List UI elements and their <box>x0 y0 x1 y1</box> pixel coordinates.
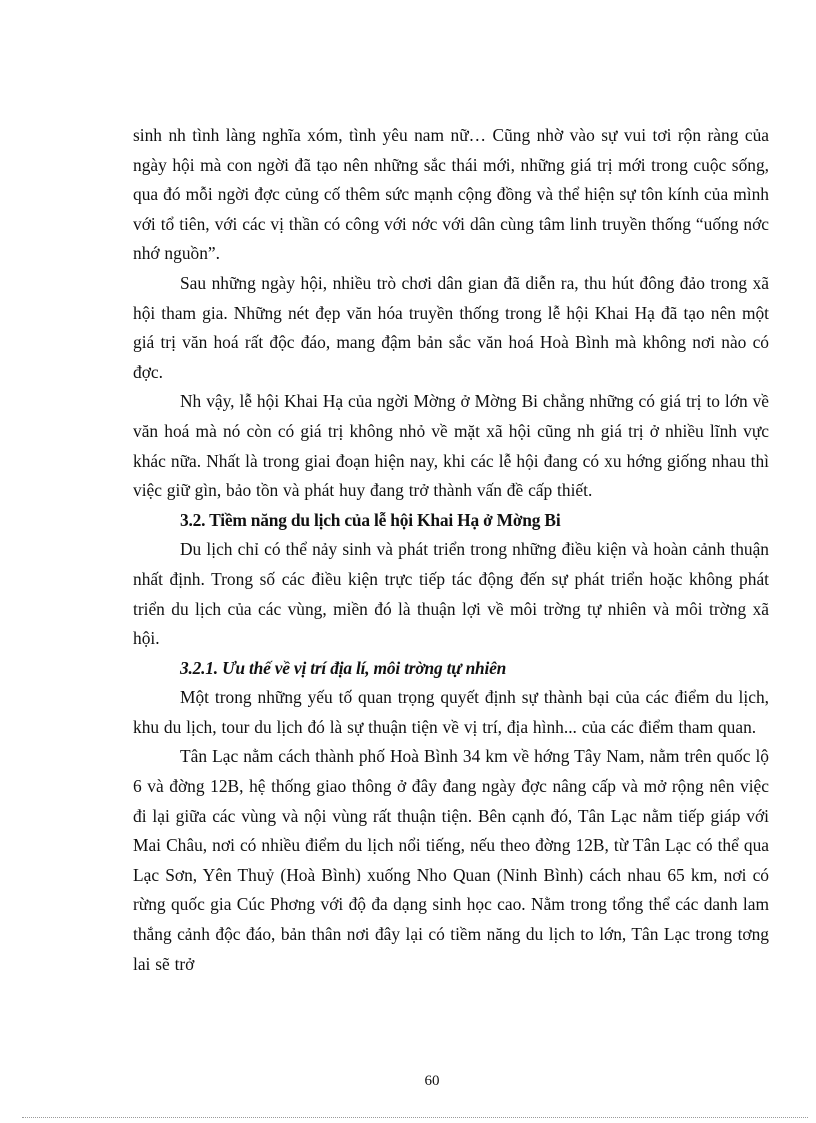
page-bottom-divider <box>22 1117 808 1118</box>
paragraph-festival-value: Nh vậy, lễ hội Khai Hạ của ngời Mờng ở Mờng Bi chẳng những có giá trị to lớn về văn hoá mà nó còn có giá trị không nhỏ về mặt xã hội cũng nh giá trị ở nhiều lĩnh vực khác nữa. Nhất là trong giai đoạn hiện nay, khi các lễ hội đang có xu hớng giống nhau thì việc giữ gìn, bảo tồn và phát huy đang trở thành vấn đề cấp thiết. <box>133 391 769 501</box>
page-number: 60 <box>424 1073 440 1089</box>
paragraph-festival-games: Sau những ngày hội, nhiều trò chơi dân gian đã diễn ra, thu hút đông đảo trong xã hội tham gia. Những nét đẹp văn hóa truyền thống trong lễ hội Khai Hạ đã tạo nên một giá trị văn hoá rất độc đáo, mang đậm bản sắc văn hoá Hoà Bình mà không nơi nào có đợc. <box>133 272 769 382</box>
document-page <box>133 121 769 979</box>
paragraph-tan-lac-location: Tân Lạc nằm cách thành phố Hoà Bình 34 km về hớng Tây Nam, nằm trên quốc lộ 6 và đờng 12B, hệ thống giao thông ở đây đang ngày đợc nâng cấp và mở rộng nên việc đi lại giữa các vùng và nội vùng rất thuận tiện. Bên cạnh đó, Tân Lạc nằm tiếp giáp với Mai Châu, nơi có nhiều điểm du lịch nổi tiếng, nếu theo đờng 12B, từ Tân Lạc có thể qua Lạc Sơn, Yên Thuỷ (Hoà Bình) xuống Nho Quan (Ninh Bình) cách nhau 65 km, nơi có rừng quốc gia Cúc Phơng với độ đa dạng sinh học cao. Nằm trong tổng thể các danh lam thắng cảnh độc đáo, bản thân nơi đây lại có tiềm năng du lịch to lớn, Tân Lạc trong tơng lai sẽ trở <box>133 746 769 974</box>
paragraph-tourism-conditions: Du lịch chỉ có thể nảy sinh và phát triển trong những điều kiện và hoàn cảnh thuận nhất định. Trong số các điều kiện trực tiếp tác động đến sự phát triển hoặc không phát triển du lịch của các vùng, miền đó là thuận lợi về môi trờng tự nhiên và môi trờng xã hội. <box>133 539 769 649</box>
section-heading: 3.2. Tiềm năng du lịch của lễ hội Khai Hạ ở Mờng Bi <box>180 509 561 530</box>
paragraph-continuation: sinh nh tình làng nghĩa xóm, tình yêu nam nữ… Cũng nhờ vào sự vui tơi rộn ràng của ngày hội mà con ngời đã tạo nên những sắc thái mới, những giá trị mới trong cuộc sống, qua đó mỗi ngời đợc củng cố thêm sức mạnh cộng đồng và thể hiện sự tôn kính của mình với tổ tiên, với các vị thần có công với nớc với dân cùng tâm linh truyền thống “uống nớc nhớ nguồn”. <box>133 125 769 264</box>
paragraph-location-factors: Một trong những yếu tố quan trọng quyết định sự thành bại của các điểm du lịch, khu du lịch, tour du lịch đó là sự thuận tiện về vị trí, địa hình... của các điểm tham quan. <box>133 687 769 737</box>
subsection-heading: 3.2.1. Ưu thế về vị trí địa lí, môi trờng tự nhiên <box>180 657 507 678</box>
